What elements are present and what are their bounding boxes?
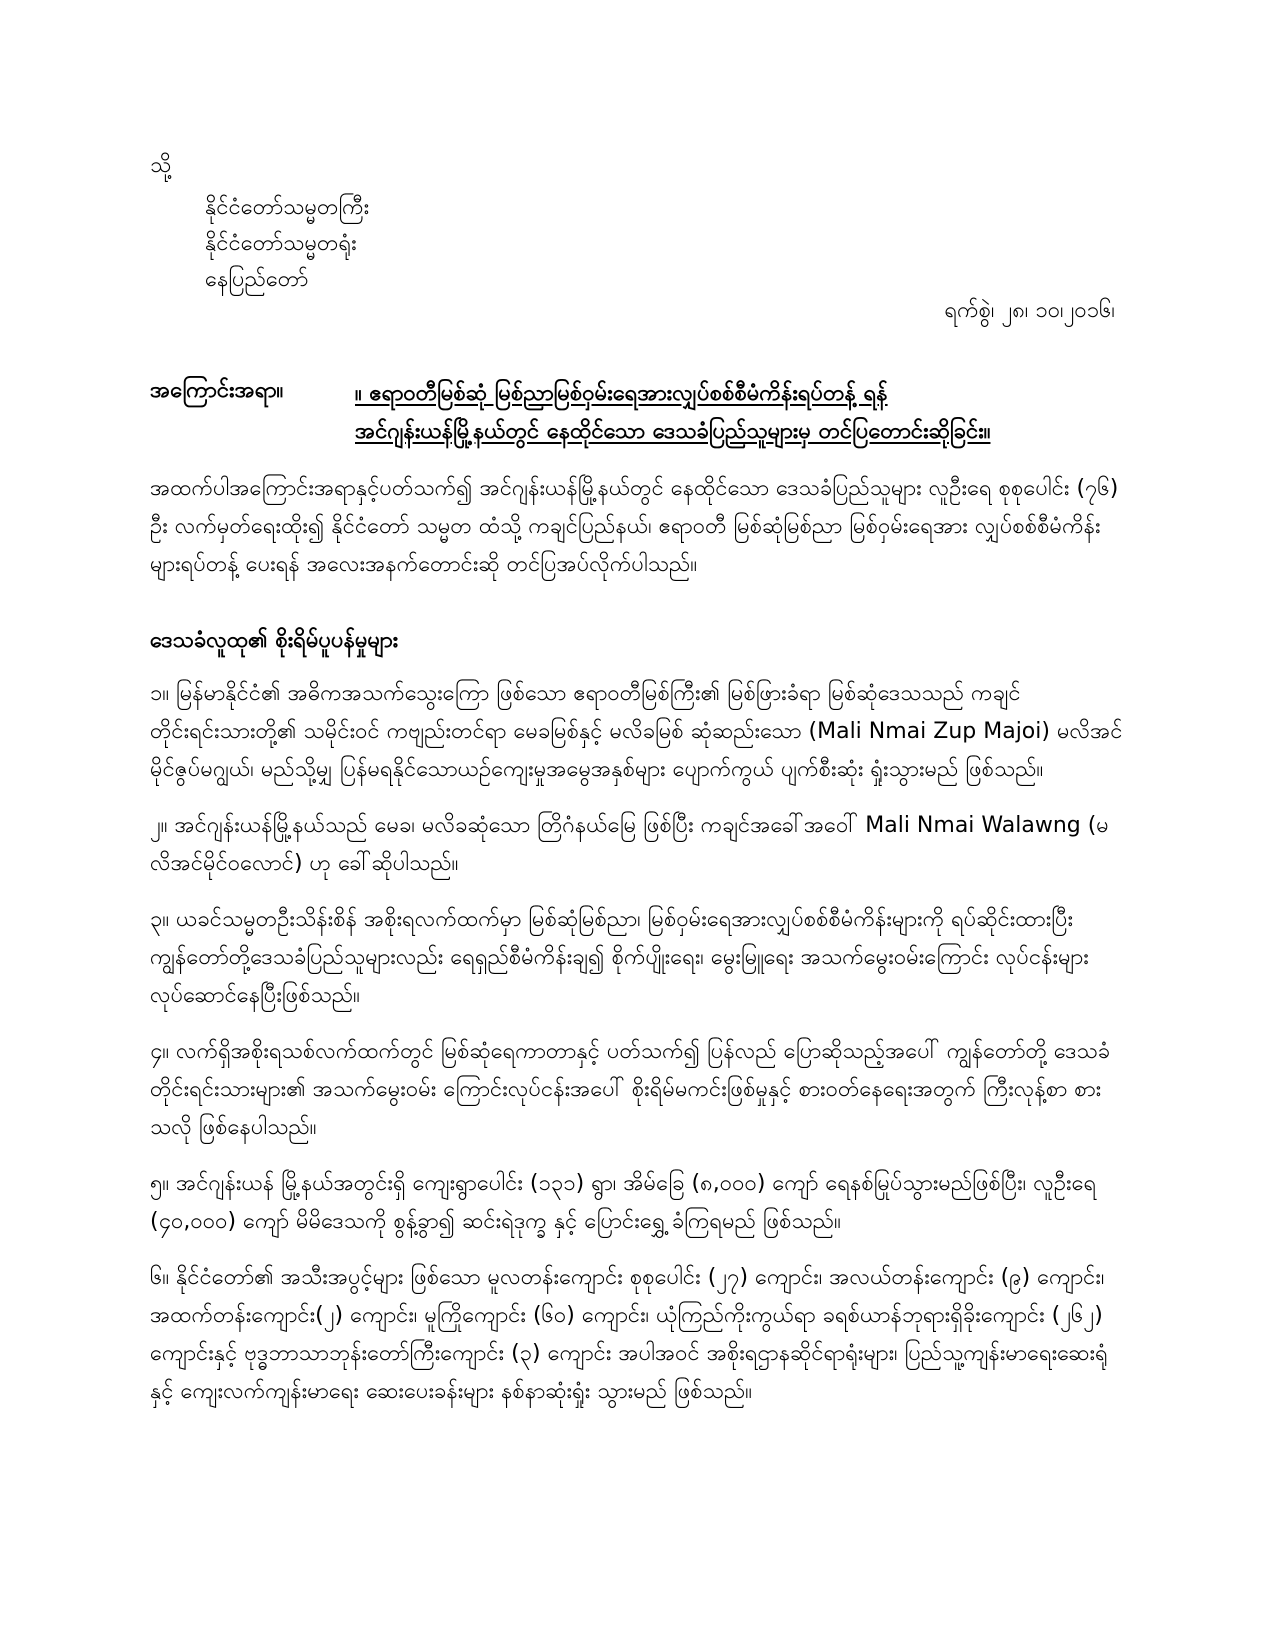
paragraph: ၂။ အင်ဂျန်းယန်မြို့နယ်သည် မေခ၊ မလိခဆုံသော တြိဂံနယ်မြေ ဖြစ်ပြီး ကချင်အခေါ်အဝေါ် Mali Nmai Walawng (မလိအင်မိုင်ဝလောင်) ဟု ခေါ်ဆိုပါသည်။ [150,813,1109,876]
section-heading: ဒေသခံလူထု၏ စိုးရိမ်ပူပန်မှုများ [150,628,399,653]
recipient-to-label: သို့ [150,153,172,178]
paragraph: ၄။ လက်ရှိအစိုးရသစ်လက်ထက်တွင် မြစ်ဆုံရေကာတာနှင့် ပတ်သက်၍ ပြန်လည် ပြောဆိုသည့်အပေါ် ကျွန်တော်တို့ ဒေသခံတိုင်းရင်းသားများ၏ အသက်မွေးဝမ်း ကြောင်းလုပ်ငန်းအပေါ် စိုးရိမ်မကင်းဖြစ်မှုနှင့် စားဝတ်နေရေးအတွက် ကြီးလုန့်စာ စားသလို ဖြစ်နေပါသည်။ [150,1039,1111,1140]
letter-date: ရက်စွဲ၊ ၂၈၊ ၁၀၊၂၀၁၆၊ [944,298,1115,323]
recipient-address [205,190,369,298]
paragraph: ၁။ မြန်မာနိုင်ငံ၏ အဓိကအသက်သွေးကြော ဖြစ်သော ဧရာဝတီမြစ်ကြီး၏ မြစ်ဖြားခံရာ မြစ်ဆုံဒေသသည် ကချင်တိုင်းရင်းသားတို့၏ သမိုင်းဝင် ကဗျည်းတင်ရာ မေခမြစ်နှင့် မလိခမြစ် ဆုံဆည်းသော (Mali Nmai Zup Majoi) မလိအင်မိုင်ဇွပ်မဂျွယ်၊ မည်သို့မျှ ပြန်မရနိုင်သောယဉ်ကျေးမှုအမွေအနှစ်များ ပျောက်ကွယ် ပျက်စီးဆုံး ရှုံးသွားမည် ဖြစ်သည်။ [150,681,1123,782]
paragraph: ၆။ နိုင်ငံတော်၏ အသီးအပွင့်များ ဖြစ်သော မူလတန်းကျောင်း စုစုပေါင်း (၂၇) ကျောင်း၊ အလယ်တန်းကျောင်း (၉) ကျောင်း၊ အထက်တန်းကျောင်း(၂) ကျောင်း၊ မူကြိုကျောင်း (၆၀) ကျောင်း၊ ယုံကြည်ကိုးကွယ်ရာ ခရစ်ယာန်ဘုရားရှိခိုးကျောင်း (၂၆၂) ကျောင်းနှင့် ဗုဒ္ဓဘာသာဘုန်းတော်ကြီးကျောင်း (၃) ကျောင်း အပါအဝင် အစိုးရဌာနဆိုင်ရာရုံးများ၊ ပြည်သူ့ကျန်းမာရေးဆေးရုံနှင့် ကျေးလက်ကျန်းမာရေး ဆေးပေးခန်းများ နစ်နာဆုံးရှုံး သွားမည် ဖြစ်သည်။ [150,1265,1108,1404]
subject-line: အင်ဂျန်းယန်မြို့နယ်တွင် နေထိုင်သော ဒေသခံပြည်သူများမှ တင်ပြတောင်းဆိုခြင်း။ [355,419,991,444]
intro-paragraph: အထက်ပါအကြောင်းအရာနှင့်ပတ်သက်၍ အင်ဂျန်းယန်မြို့နယ်တွင် နေထိုင်သော ဒေသခံပြည်သူများ လူဦးရေ စုစုပေါင်း (၇၆) ဦး လက်မှတ်ရေးထိုး၍ နိုင်ငံတော် သမ္မတ ထံသို့ ကချင်ပြည်နယ်၊ ဧရာဝတီ မြစ်ဆုံမြစ်ညာ မြစ်ဝှမ်းရေအား လျှပ်စစ်စီမံကိန်းများရပ်တန့် ပေးရန် အလေးအနက်တောင်းဆို တင်ပြအပ်လိုက်ပါသည်။ [150,476,1119,577]
recipient-line: နိုင်ငံတော်သမ္မတကြီး [205,195,370,220]
paragraph: ၃။ ယခင်သမ္မတဦးသိန်းစိန် အစိုးရလက်ထက်မှာ မြစ်ဆုံမြစ်ညာ၊ မြစ်ဝှမ်းရေအားလျှပ်စစ်စီမံကိန်းများကို ရပ်ဆိုင်းထားပြီး ကျွန်တော်တို့ဒေသခံပြည်သူများလည်း ရေရှည်စီမံကိန်းချ၍ စိုက်ပျိုးရေး၊ မွေးမြူရေး အသက်မွေးဝမ်းကြောင်း လုပ်ငန်းများ လုပ်ဆောင်နေပြီးဖြစ်သည်။ [150,907,1089,1008]
recipient-line: နိုင်ငံတော်သမ္မတရုံး [205,231,357,256]
subject-line: ။ ဧရာဝတီမြစ်ဆုံ မြစ်ညာမြစ်ဝှမ်းရေအားလျှပ်စစ်စီမံကိန်းရပ်တန့် ရန် [355,381,888,406]
subject-label: အကြောင်းအရာ။ [150,378,284,403]
numbered-paragraphs [150,675,1125,1429]
recipient-line: နေပြည်တော် [205,267,309,292]
subject-text [355,375,1115,451]
paragraph: ၅။ အင်ဂျန်းယန် မြို့နယ်အတွင်းရှိ ကျေးရွာပေါင်း (၁၃၁) ရွာ၊ အိမ်ခြေ (၈,၀၀၀) ကျော် ရေနစ်မြုပ်သွားမည်ဖြစ်ပြီး၊ လူဦးရေ (၄၀,၀၀၀) ကျော် မိမိဒေသကို စွန့်ခွာ၍ ဆင်းရဲဒုက္ခ နှင့် ပြောင်းရွှေ့ ခံကြရမည် ဖြစ်သည်။ [150,1171,1097,1234]
